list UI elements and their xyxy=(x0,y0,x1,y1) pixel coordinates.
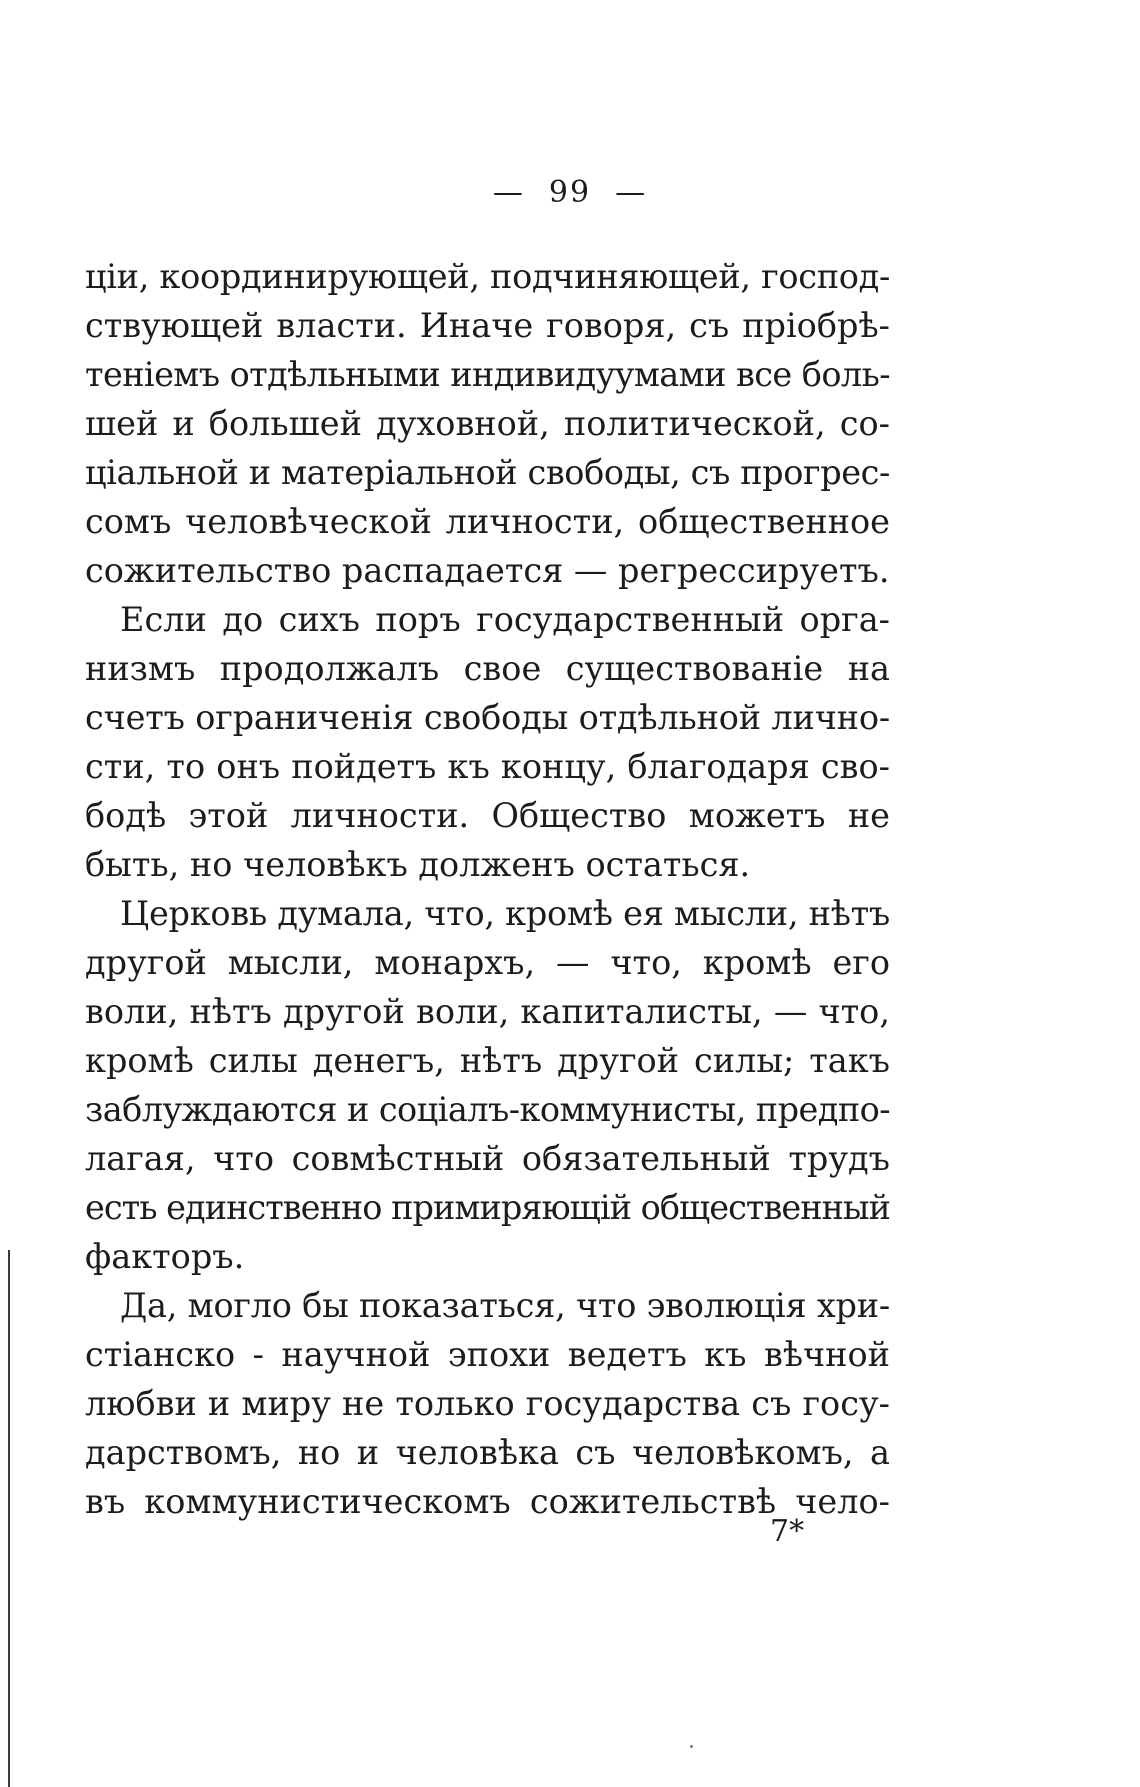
text-line: другой мысли, монархъ, — что, кромѣ его xyxy=(85,943,890,982)
text-line: быть, но человѣкъ долженъ остаться. xyxy=(85,845,751,884)
text-line: кромѣ силы денегъ, нѣтъ другой силы; такъ xyxy=(85,1041,890,1080)
text-line: теніемъ отдѣльными индивидуумами все боль- xyxy=(85,355,890,394)
text-line: есть единственно примиряющій общественный xyxy=(85,1188,890,1227)
text-line: любви и миру не только государства съ госу- xyxy=(85,1384,890,1423)
page-edge-line xyxy=(8,1250,10,1787)
page-number: 99 xyxy=(548,175,592,210)
text-line: ствующей власти. Иначе говоря, съ пріобрѣ- xyxy=(85,306,890,345)
page-header xyxy=(0,175,1140,210)
text-line: счетъ ограниченія свободы отдѣльной лично- xyxy=(85,698,890,737)
paper-speck xyxy=(690,1745,693,1748)
signature-mark: 7* xyxy=(770,1514,805,1549)
text-line: сожительство распадается — регрессируетъ. xyxy=(85,551,890,590)
text-line: Церковь думала, что, кромѣ ея мысли, нѣтъ xyxy=(120,894,890,933)
text-line: низмъ продолжалъ свое существованіе на xyxy=(85,649,890,688)
text-line: ціи, координирующей, подчиняющей, господ- xyxy=(85,257,890,296)
text-line: воли, нѣтъ другой воли, капиталисты, — что, xyxy=(85,992,890,1031)
text-line: шей и большей духовной, политической, со- xyxy=(85,404,890,443)
text-line: факторъ. xyxy=(85,1237,245,1276)
text-line: Да, могло бы показаться, что эволюція хри- xyxy=(120,1286,890,1325)
text-line: сомъ человѣческой личности, общественное xyxy=(85,502,890,541)
text-line: въ коммунистическомъ сожительствѣ чело- xyxy=(85,1482,890,1521)
text-line: стіанско - научной эпохи ведетъ къ вѣчной xyxy=(85,1335,890,1374)
text-line: лагая, что совмѣстный обязательный трудъ xyxy=(85,1139,890,1178)
text-line: дарствомъ, но и человѣка съ человѣкомъ, а xyxy=(85,1433,890,1472)
text-line: бодѣ этой личности. Общество можетъ не xyxy=(85,796,890,835)
text-line: сти, то онъ пойдетъ къ концу, благодаря сво- xyxy=(85,747,890,786)
text-line: заблуждаются и соціалъ-коммунисты, предпо- xyxy=(85,1090,890,1129)
header-dash-right: — xyxy=(615,175,648,210)
header-dash-left: — xyxy=(492,175,525,210)
text-line: Если до сихъ поръ государственный орга- xyxy=(120,600,890,639)
body-text xyxy=(85,252,890,1526)
text-line: ціальной и матеріальной свободы, съ прогрес- xyxy=(85,453,890,492)
